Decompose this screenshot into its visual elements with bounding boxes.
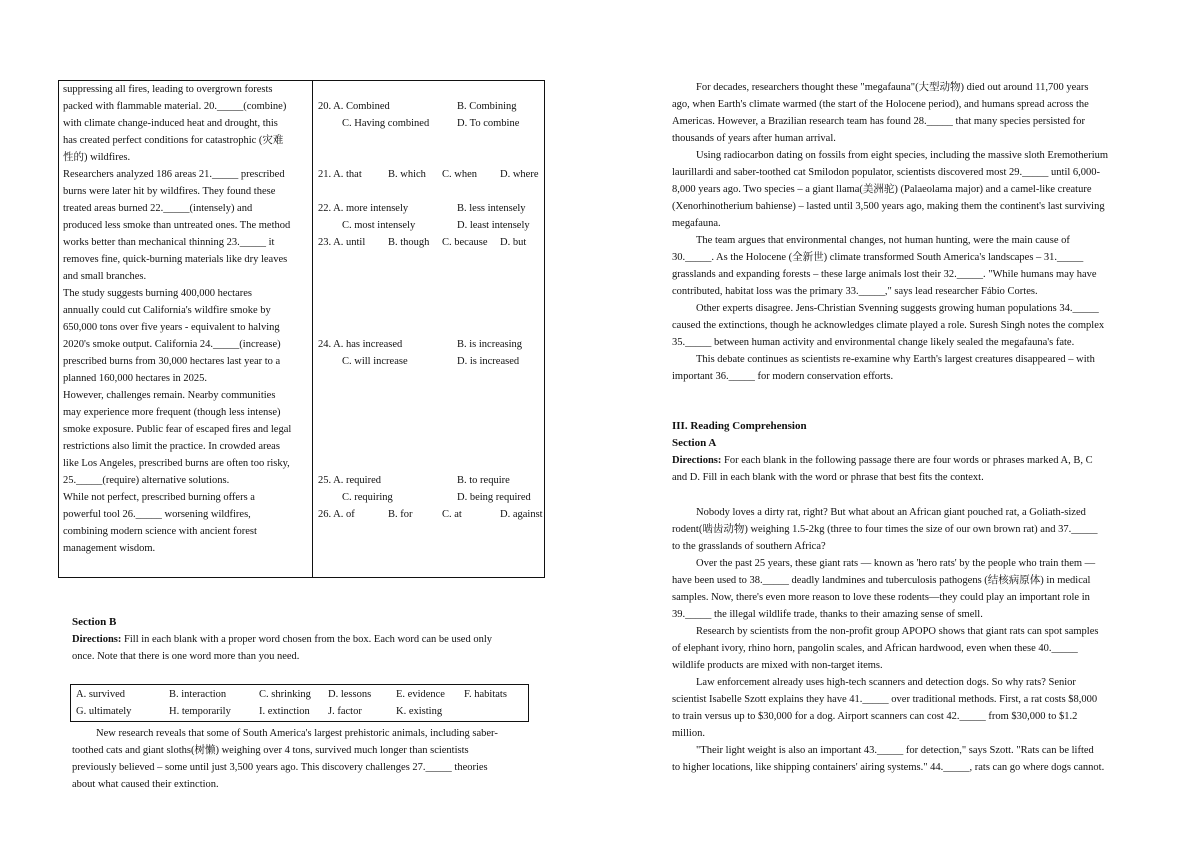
option-choice: D. where bbox=[500, 169, 539, 180]
passage-line: The team argues that environmental changes, not human hunting, were the main cause of bbox=[696, 235, 1070, 246]
passage-line: to higher locations, like shipping containers' airing systems." 44._____, rats can go where dogs cannot. bbox=[672, 762, 1105, 773]
cloze-line: works better than mechanical thinning 23._____ it bbox=[63, 237, 275, 248]
option-choice: D. least intensely bbox=[457, 220, 530, 231]
cloze-line: combining modern science with ancient forest bbox=[63, 526, 257, 537]
cloze-line: smoke exposure. Public fear of escaped fires and legal bbox=[63, 424, 292, 435]
passage-line: laurillardi and saber-toothed cat Smilodon populator, scientists discovered most 29._____ until 6,000- bbox=[672, 167, 1101, 178]
cloze-line: planned 160,000 hectares in 2025. bbox=[63, 373, 208, 384]
option-choice: 26. A. of bbox=[318, 509, 355, 520]
table-divider bbox=[312, 81, 313, 577]
word-option: B. interaction bbox=[169, 689, 227, 700]
passage-line: New research reveals that some of South America's largest prehistoric animals, including saber- bbox=[96, 728, 498, 739]
option-row bbox=[318, 336, 540, 353]
cloze-line: management wisdom. bbox=[63, 543, 156, 554]
cloze-line: like Los Angeles, prescribed burns are often too risky, bbox=[63, 458, 290, 469]
passage-line: For decades, researchers thought these "megafauna"(大型动物) died out around 11,700 years bbox=[696, 82, 1089, 93]
cloze-line: powerful tool 26._____ worsening wildfires, bbox=[63, 509, 251, 520]
cloze-line: However, challenges remain. Nearby communities bbox=[63, 390, 276, 401]
passage-line: Americas. However, a Brazilian research team has found 28._____ that many species persisted for bbox=[672, 116, 1086, 127]
option-choice: D. is increased bbox=[457, 356, 520, 367]
word-option: J. factor bbox=[328, 706, 362, 717]
passage-line: megafauna. bbox=[672, 218, 721, 229]
section-a-directions bbox=[672, 452, 1142, 486]
passage-line: rodent(啮齿动物) weighing 1.5-2kg (three to four times the size of our own brown rat) and 37._____ bbox=[672, 524, 1098, 535]
passage-line: ago, when Earth's climate warmed (the start of the Holocene period), and humans spread across the bbox=[672, 99, 1089, 110]
option-choice: 21. A. that bbox=[318, 169, 362, 180]
passage-line: Law enforcement already uses high-tech scanners and detection dogs. So why rats? Senior bbox=[696, 677, 1076, 688]
cloze-passage bbox=[63, 81, 308, 557]
cloze-line: suppressing all fires, leading to overgrown forests bbox=[63, 84, 273, 95]
rat-passage bbox=[672, 504, 1142, 776]
option-choice: C. when bbox=[442, 169, 477, 180]
option-row bbox=[318, 200, 540, 217]
cloze-line: annually could cut California's wildfire smoke by bbox=[63, 305, 271, 316]
cloze-line: and small branches. bbox=[63, 271, 147, 282]
section-b-passage bbox=[72, 725, 542, 793]
option-choice: 25. A. required bbox=[318, 475, 381, 486]
cloze-line: burns were later hit by wildfires. They found these bbox=[63, 186, 276, 197]
passage-line: 39._____ the illegal wildlife trade, thanks to their amazing sense of smell. bbox=[672, 609, 983, 620]
passage-line: This debate continues as scientists re-examine why Earth's largest creatures disappeared – with bbox=[696, 354, 1095, 365]
word-option: D. lessons bbox=[328, 689, 372, 700]
option-choice: B. less intensely bbox=[457, 203, 526, 214]
option-choice: 23. A. until bbox=[318, 237, 366, 248]
word-option: C. shrinking bbox=[259, 689, 311, 700]
left-page bbox=[58, 0, 545, 849]
option-row bbox=[318, 98, 540, 115]
option-choice: B. though bbox=[388, 237, 430, 248]
option-choice: B. for bbox=[388, 509, 413, 520]
option-choice: D. but bbox=[500, 237, 527, 248]
option-row bbox=[318, 472, 540, 489]
option-row bbox=[318, 234, 540, 251]
cloze-line: 650,000 tons over five years - equivalent to halving bbox=[63, 322, 280, 333]
option-choice: C. most intensely bbox=[342, 220, 416, 231]
option-choice: D. To combine bbox=[457, 118, 520, 129]
cloze-line: prescribed burns from 30,000 hectares last year to a bbox=[63, 356, 281, 367]
option-choice: D. against bbox=[500, 509, 543, 520]
passage-line: to the grasslands of southern Africa? bbox=[672, 541, 826, 552]
passage-line: to train versus up to $30,000 for a dog. Airport scanners can cost 42._____ from $30,000 to $1.2 bbox=[672, 711, 1078, 722]
cloze-line: restrictions also limit the practice. In crowded areas bbox=[63, 441, 280, 452]
passage-line: 8,000 years ago. Two species – a giant llama(美洲驼) (Palaeolama major) and a camel-like creature bbox=[672, 184, 1092, 195]
passage-line: previously believed – some until just 3,500 years ago. This discovery challenges 27._____ theories bbox=[72, 762, 488, 773]
directions-label: Directions: bbox=[72, 634, 122, 645]
option-choice: B. Combining bbox=[457, 101, 517, 112]
directions-line: Fill in each blank with a proper word chosen from the box. Each word can be used only bbox=[121, 634, 492, 645]
passage-line: million. bbox=[672, 728, 705, 739]
cloze-line: produced less smoke than untreated ones. The method bbox=[63, 220, 291, 231]
passage-line: toothed cats and giant sloths(树懒) weighing over 4 tons, survived much longer than scientists bbox=[72, 745, 469, 756]
cloze-line: 2020's smoke output. California 24._____(increase) bbox=[63, 339, 281, 350]
section-a-title: Section A bbox=[672, 437, 717, 449]
word-option: H. temporarily bbox=[169, 706, 231, 717]
option-row bbox=[318, 489, 540, 506]
passage-line: scientist Isabelle Szott explains they have 41._____ over traditional methods. First, a rat costs $8,000 bbox=[672, 694, 1098, 705]
option-row bbox=[318, 506, 543, 523]
option-row bbox=[318, 166, 540, 183]
passage-line: Research by scientists from the non-profit group APOPO shows that giant rats can spot samples bbox=[696, 626, 1099, 637]
passage-line: 30._____. As the Holocene (全新世) climate transformed South America's landscapes – 31._____ bbox=[672, 252, 1084, 263]
cloze-line: may experience more frequent (though less intense) bbox=[63, 407, 281, 418]
option-choice: B. which bbox=[388, 169, 426, 180]
passage-line: Using radiocarbon dating on fossils from eight species, including the massive sloth Eremotherium bbox=[696, 150, 1109, 161]
section-b-directions bbox=[72, 631, 542, 665]
megafauna-passage bbox=[672, 79, 1142, 385]
option-choice: 24. A. has increased bbox=[318, 339, 403, 350]
passage-line: (Xenorhinotherium bahiense) – lasted until 3,500 years ago, making them the continent's last surviving bbox=[672, 201, 1105, 212]
option-choice: B. is increasing bbox=[457, 339, 523, 350]
word-option: A. survived bbox=[76, 689, 125, 700]
passage-line: wildlife products are mixed with non-target items. bbox=[672, 660, 883, 671]
option-choice: B. to require bbox=[457, 475, 510, 486]
cloze-line: 25._____(require) alternative solutions. bbox=[63, 475, 230, 486]
word-box bbox=[70, 684, 529, 722]
directions-label: Directions: bbox=[672, 455, 722, 466]
passage-line: 35._____ between human activity and environmental change likely sealed the megafauna's fate. bbox=[672, 337, 1075, 348]
option-choice: C. at bbox=[442, 509, 462, 520]
directions-line: and D. Fill in each blank with the word or phrase that best fits the context. bbox=[672, 472, 984, 483]
option-choice: D. being required bbox=[457, 492, 531, 503]
cloze-table bbox=[58, 80, 545, 578]
directions-line: For each blank in the following passage there are four words or phrases marked A, B, C bbox=[721, 455, 1093, 466]
word-option: G. ultimately bbox=[76, 706, 132, 717]
passage-line: thousands of years after human arrival. bbox=[672, 133, 836, 144]
cloze-line: removes fine, quick-burning materials like dry leaves bbox=[63, 254, 288, 265]
word-option: I. extinction bbox=[259, 706, 310, 717]
option-row bbox=[318, 353, 540, 370]
option-choice: C. requiring bbox=[342, 492, 393, 503]
passage-line: grasslands and expanding forests – these large animals lost their 32._____. "While humans may have bbox=[672, 269, 1097, 280]
section-b-title: Section B bbox=[72, 616, 117, 628]
cloze-line: Researchers analyzed 186 areas 21._____ prescribed bbox=[63, 169, 285, 180]
passage-line: Nobody loves a dirty rat, right? But what about an African giant pouched rat, a Goliath-sized bbox=[696, 507, 1086, 518]
passage-line: samples. Now, there's even more reason to love these rodents—they could play an important role in bbox=[672, 592, 1090, 603]
option-row bbox=[318, 217, 540, 234]
passage-line: about what caused their extinction. bbox=[72, 779, 219, 790]
word-option: E. evidence bbox=[396, 689, 445, 700]
cloze-line: The study suggests burning 400,000 hectares bbox=[63, 288, 252, 299]
passage-line: contributed, habitat loss was the primary 33._____," says lead researcher Fábio Cortes. bbox=[672, 286, 1038, 297]
cloze-line: treated areas burned 22._____(intensely) and bbox=[63, 203, 253, 214]
option-choice: C. because bbox=[442, 237, 488, 248]
passage-line: Other experts disagree. Jens-Christian Svenning suggests growing human populations 34._____ bbox=[696, 303, 1099, 314]
passage-line: Over the past 25 years, these giant rats — known as 'hero rats' by the people who train them — bbox=[696, 558, 1096, 569]
passage-line: caused the extinctions, though he acknowledges climate played a role. Suresh Singh notes the complex bbox=[672, 320, 1105, 331]
word-option: K. existing bbox=[396, 706, 443, 717]
directions-line: once. Note that there is one word more than you need. bbox=[72, 651, 300, 662]
cloze-line: with climate change-induced heat and drought, this bbox=[63, 118, 278, 129]
part-3-title: III. Reading Comprehension bbox=[672, 420, 807, 432]
option-choice: C. Having combined bbox=[342, 118, 430, 129]
passage-line: of elephant ivory, rhino horn, pangolin scales, and African hardwood, even when these 40._____ bbox=[672, 643, 1078, 654]
cloze-line: has created perfect conditions for catastrophic (灾难 bbox=[63, 135, 284, 146]
cloze-line: 性的) wildfires. bbox=[63, 152, 131, 163]
cloze-line: packed with flammable material. 20._____(combine) bbox=[63, 101, 287, 112]
right-page bbox=[672, 0, 1142, 849]
option-choice: C. will increase bbox=[342, 356, 408, 367]
word-option: F. habitats bbox=[464, 689, 507, 700]
option-choice: 22. A. more intensely bbox=[318, 203, 409, 214]
option-choice: 20. A. Combined bbox=[318, 101, 390, 112]
cloze-line: While not perfect, prescribed burning offers a bbox=[63, 492, 255, 503]
passage-line: "Their light weight is also an important 43._____ for detection," says Szott. "Rats can be lifted bbox=[696, 745, 1094, 756]
passage-line: important 36._____ for modern conservation efforts. bbox=[672, 371, 894, 382]
passage-line: have been used to 38._____ deadly landmines and tuberculosis pathogens (结核病原体) in medical bbox=[672, 575, 1091, 586]
option-row bbox=[318, 115, 540, 132]
